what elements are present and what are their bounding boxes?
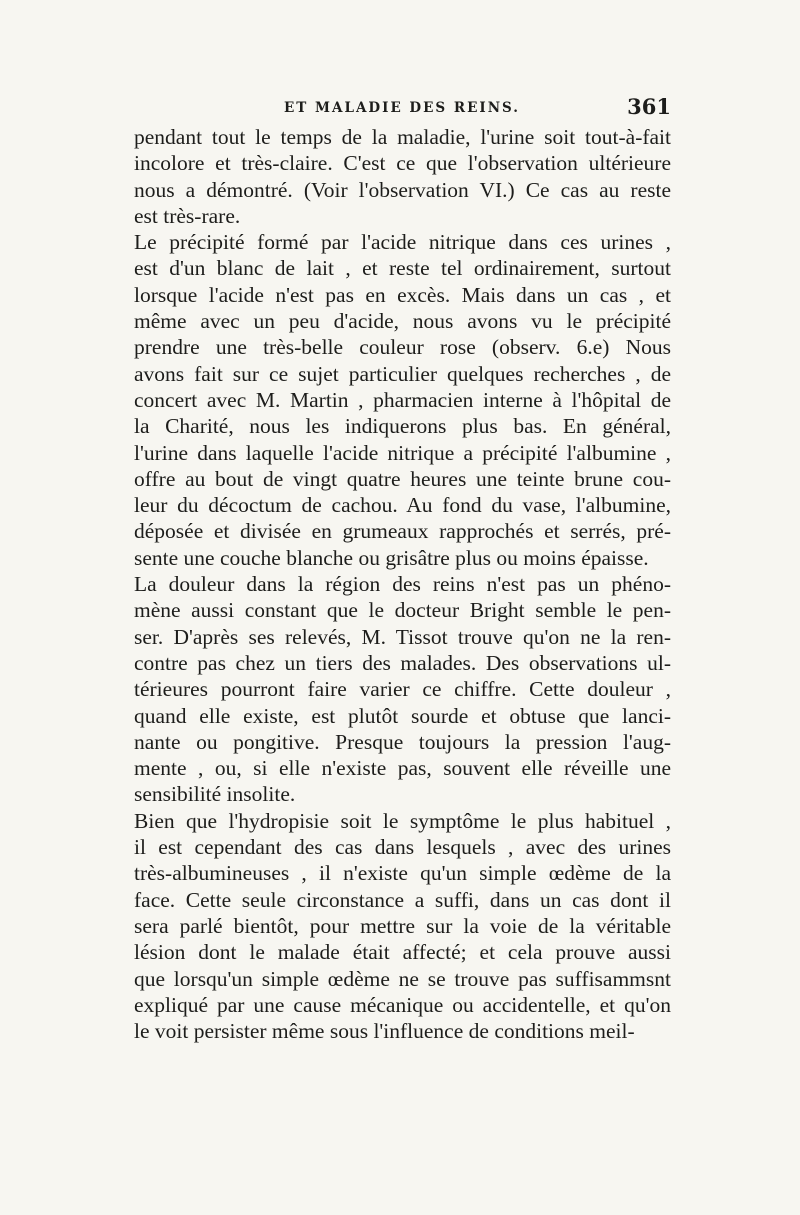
paragraph xyxy=(134,124,671,229)
text-line: Bien que l'hydropisie soit le symptôme le plus habituel , xyxy=(134,808,671,833)
text-line: quand elle existe, est plutôt sourde et obtuse que lanci- xyxy=(134,703,671,728)
text-line: très-albumineuses , il n'existe qu'un simple œdème de la xyxy=(134,861,671,886)
running-title: ET MALADIE DES REINS. xyxy=(284,100,521,116)
text-line: ser. D'après ses relevés, M. Tissot trouve qu'on ne la ren- xyxy=(134,624,671,649)
text-line: avons fait sur ce sujet particulier quelques recherches , de xyxy=(134,361,671,386)
text-line: la Charité, nous les indiquerons plus bas. En général, xyxy=(134,414,671,439)
text-line: leur du décoctum de cachou. Au fond du vase, l'albumine, xyxy=(134,493,671,518)
text-line: contre pas chez un tiers des malades. Des observations ul- xyxy=(134,650,671,675)
text-line: La douleur dans la région des reins n'est pas un phéno- xyxy=(134,572,671,597)
text-line: est très-rare. xyxy=(134,203,241,228)
paragraph xyxy=(134,571,671,808)
text-line: prendre une très-belle couleur rose (observ. 6.e) Nous xyxy=(134,335,671,360)
text-line: térieures pourront faire varier ce chiffre. Cette douleur , xyxy=(134,677,671,702)
text-line: sensibilité insolite. xyxy=(134,782,296,807)
text-line: expliqué par une cause mécanique ou accidentelle, et qu'on xyxy=(134,992,671,1017)
text-line: lorsque l'acide n'est pas en excès. Mais dans un cas , et xyxy=(134,282,671,307)
text-line: même avec un peu d'acide, nous avons vu le précipité xyxy=(134,309,671,334)
text-line: offre au bout de vingt quatre heures une teinte brune cou- xyxy=(134,466,671,491)
paragraph xyxy=(134,229,671,571)
text-line: lésion dont le malade était affecté; et cela prouve aussi xyxy=(134,940,671,965)
page-number: 361 xyxy=(627,94,671,119)
text-line: est d'un blanc de lait , et reste tel ordinairement, surtout xyxy=(134,256,671,281)
book-page xyxy=(134,94,671,1044)
text-line: mène aussi constant que le docteur Bright semble le pen- xyxy=(134,598,671,623)
text-line: sera parlé bientôt, pour mettre sur la voie de la véritable xyxy=(134,913,671,938)
text-line: sente une couche blanche ou grisâtre plus ou moins épaisse. xyxy=(134,545,649,570)
text-line: incolore et très-claire. C'est ce que l'observation ultérieure xyxy=(134,151,671,176)
text-line: déposée et divisée en grumeaux rapprochés et serrés, pré- xyxy=(134,519,671,544)
paragraph xyxy=(134,808,671,1045)
text-line: pendant tout le temps de la maladie, l'urine soit tout-à-fait xyxy=(134,125,671,149)
text-line: concert avec M. Martin , pharmacien interne à l'hôpital de xyxy=(134,387,671,412)
text-line: l'urine dans laquelle l'acide nitrique a précipité l'albumine , xyxy=(134,440,671,465)
text-line: face. Cette seule circonstance a suffi, dans un cas dont il xyxy=(134,887,671,912)
text-line: Le précipité formé par l'acide nitrique dans ces urines , xyxy=(134,230,671,255)
text-line: il est cependant des cas dans lesquels , avec des urines xyxy=(134,835,671,860)
text-line: nante ou pongitive. Presque toujours la pression l'aug- xyxy=(134,729,671,754)
body-text xyxy=(134,124,671,1044)
text-line: le voit persister même sous l'influence de conditions meil- xyxy=(134,1019,635,1044)
text-line: mente , ou, si elle n'existe pas, souvent elle réveille une xyxy=(134,756,671,781)
page-header xyxy=(134,94,671,120)
text-line: que lorsqu'un simple œdème ne se trouve pas suffisammsnt xyxy=(134,966,671,991)
text-line: nous a démontré. (Voir l'observation VI.) Ce cas au reste xyxy=(134,177,671,202)
